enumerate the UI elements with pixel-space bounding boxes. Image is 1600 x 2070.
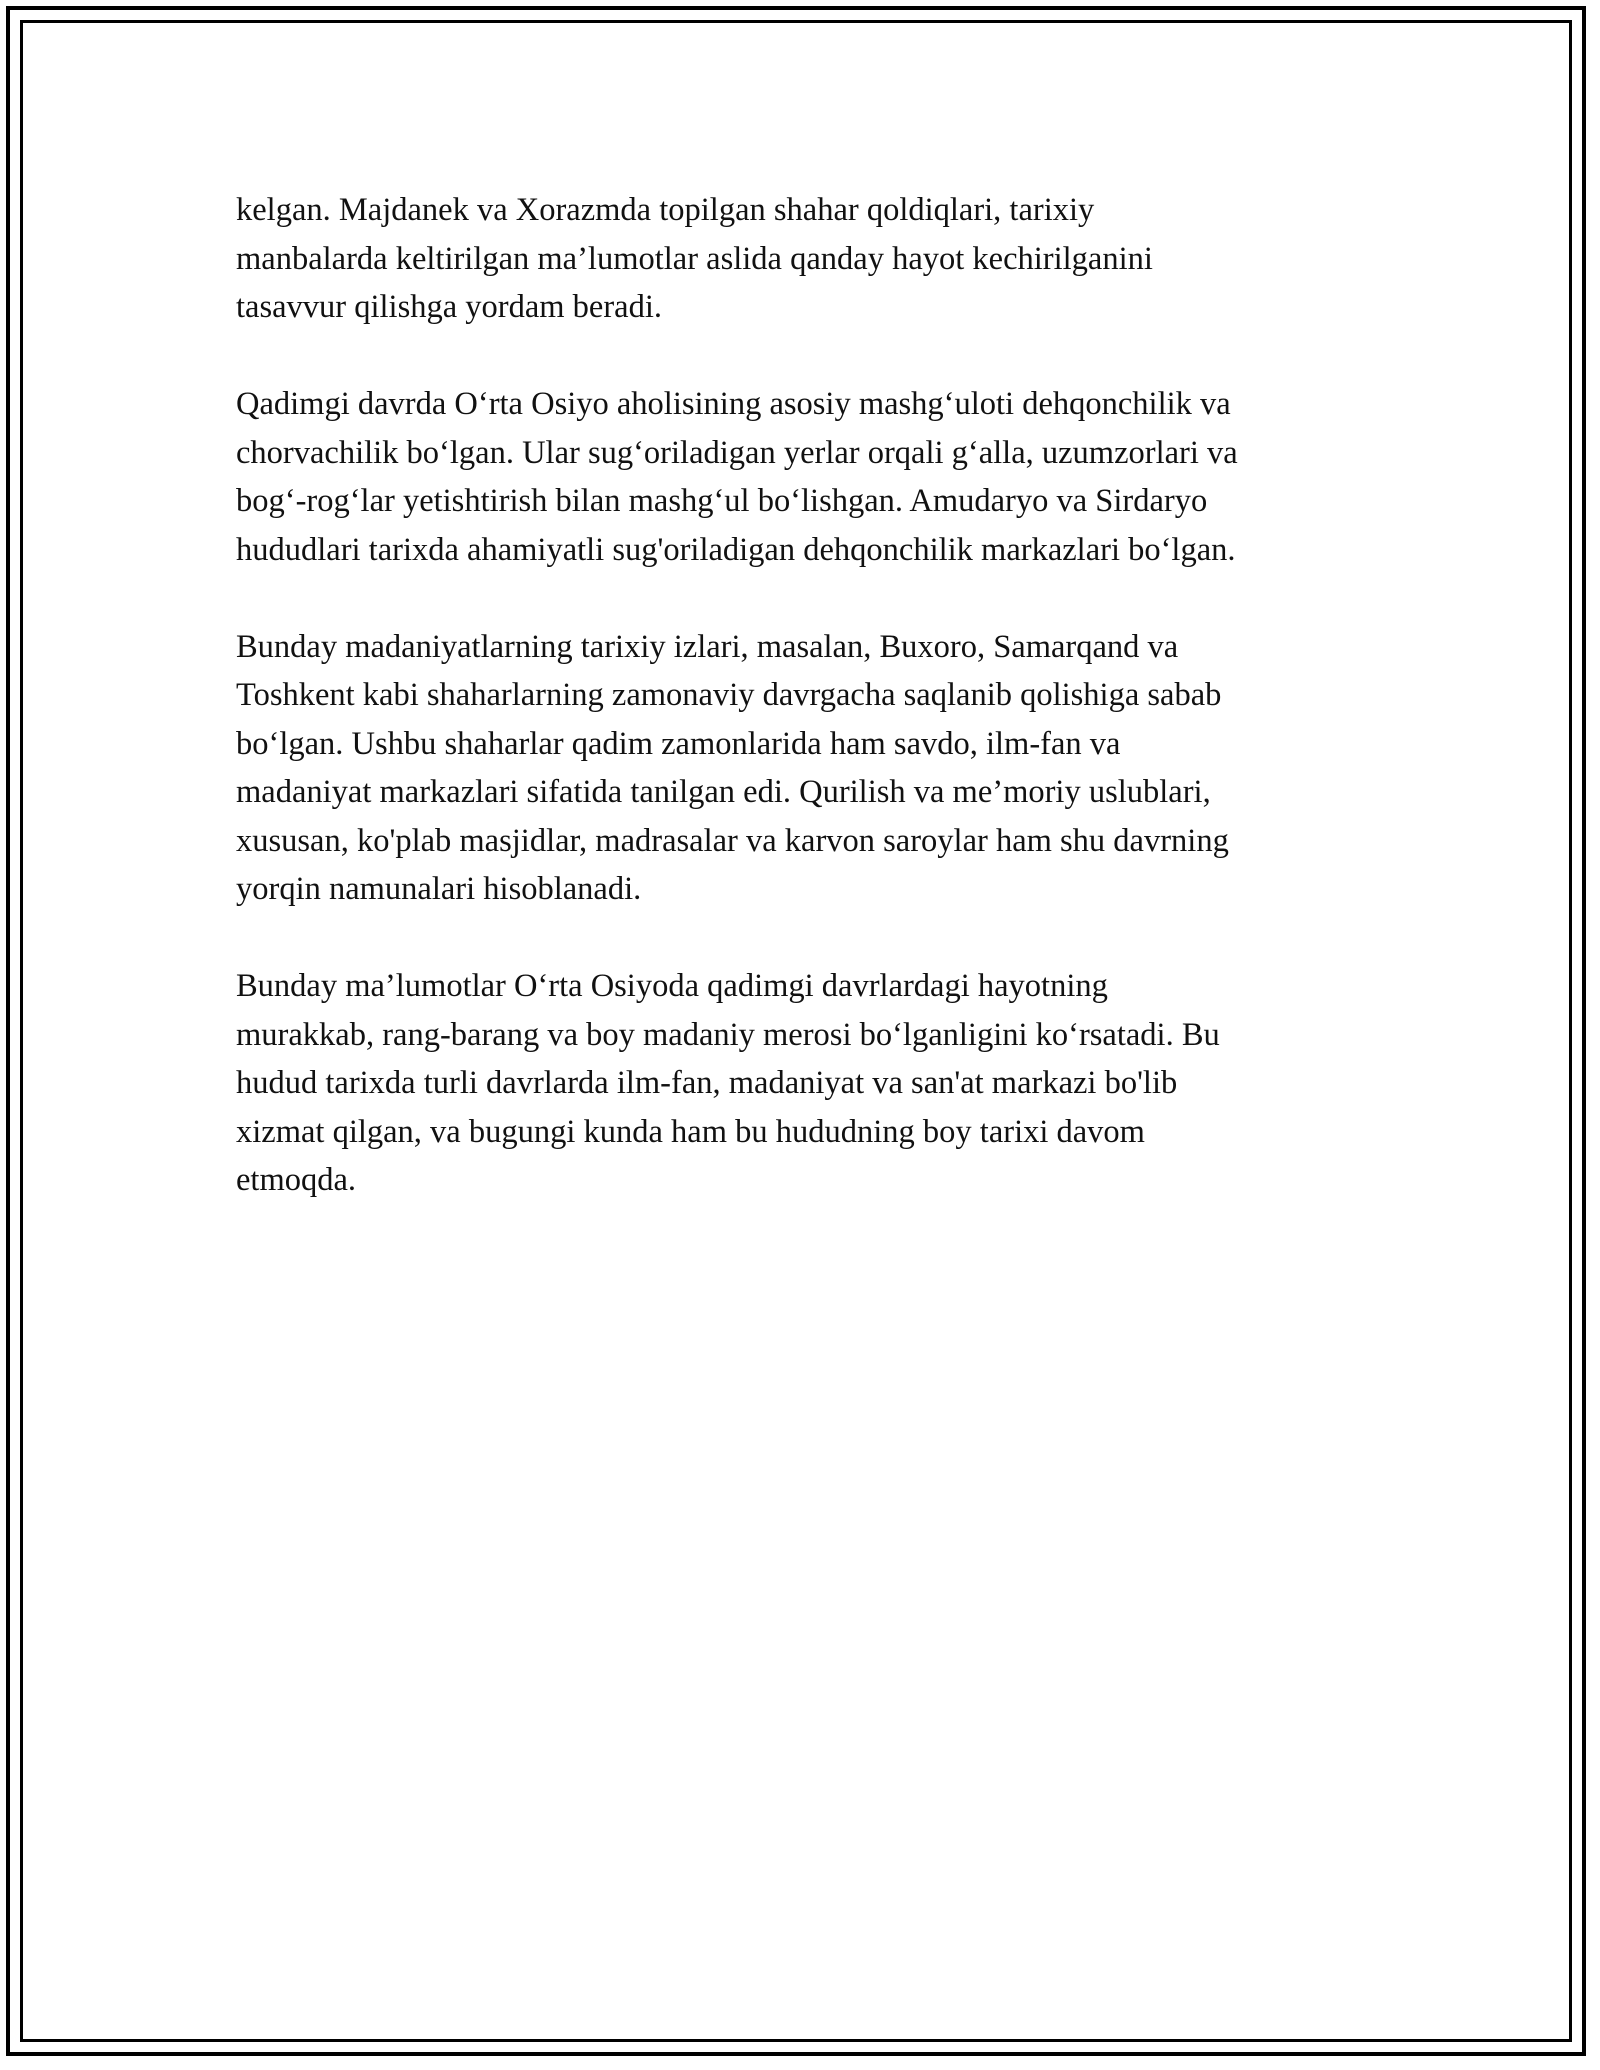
text-line: bo‘lgan. Ushbu shaharlar qadim zamonlarida ham savdo, ilm-fan va (236, 725, 1121, 762)
text-line: bog‘-rog‘lar yetishtirish bilan mashg‘ul bo‘lishgan. Amudaryo va Sirdaryo (236, 483, 1208, 519)
text-line: Toshkent kabi shaharlarning zamonaviy davrgacha saqlanib qolishiga sabab (236, 677, 1222, 713)
text-line: chorvachilik bo‘lgan. Ular sug‘oriladigan yerlar orqali g‘alla, uzumzorlari va (236, 434, 1238, 471)
text-line: xususan, ko'plab masjidlar, madrasalar va karvon saroylar ham shu davrning (236, 822, 1229, 859)
paragraph-2 (236, 380, 1386, 574)
text-line: kelgan. Majdanek va Xorazmda topilgan shahar qoldiqlari, tarixiy (236, 192, 1095, 228)
paragraph-3 (236, 623, 1386, 914)
document-body (236, 186, 1386, 1253)
text-line: xizmat qilgan, va bugungi kunda ham bu hududning boy tarixi davom (236, 1113, 1145, 1150)
paragraph-4 (236, 962, 1386, 1205)
text-line: Bunday madaniyatlarning tarixiy izlari, masalan, Buxoro, Samarqand va (236, 628, 1179, 665)
text-line: Qadimgi davrda O‘rta Osiyo aholisining asosiy mashg‘uloti dehqonchilik va (236, 386, 1231, 422)
paragraph-1 (236, 186, 1386, 332)
text-line: yorqin namunalari hisoblanadi. (236, 871, 642, 907)
text-line: manbalarda keltirilgan ma’lumotlar aslida qanday hayot kechirilganini (236, 240, 1153, 277)
text-line: madaniyat markazlari sifatida tanilgan edi. Qurilish va me’moriy uslublari, (236, 774, 1211, 810)
text-line: Bunday ma’lumotlar O‘rta Osiyoda qadimgi davrlardagi hayotning (236, 968, 1108, 1004)
text-line: murakkab, rang-barang va boy madaniy merosi bo‘lganligini ko‘rsatadi. Bu (236, 1016, 1220, 1053)
text-line: etmoqda. (236, 1162, 357, 1198)
text-line: tasavvur qilishga yordam beradi. (236, 289, 662, 325)
text-line: hududlari tarixda ahamiyatli sug'oriladigan dehqonchilik markazlari bo‘lgan. (236, 531, 1236, 568)
text-line: hudud tarixda turli davrlarda ilm-fan, madaniyat va san'at markazi bo'lib (236, 1065, 1178, 1101)
